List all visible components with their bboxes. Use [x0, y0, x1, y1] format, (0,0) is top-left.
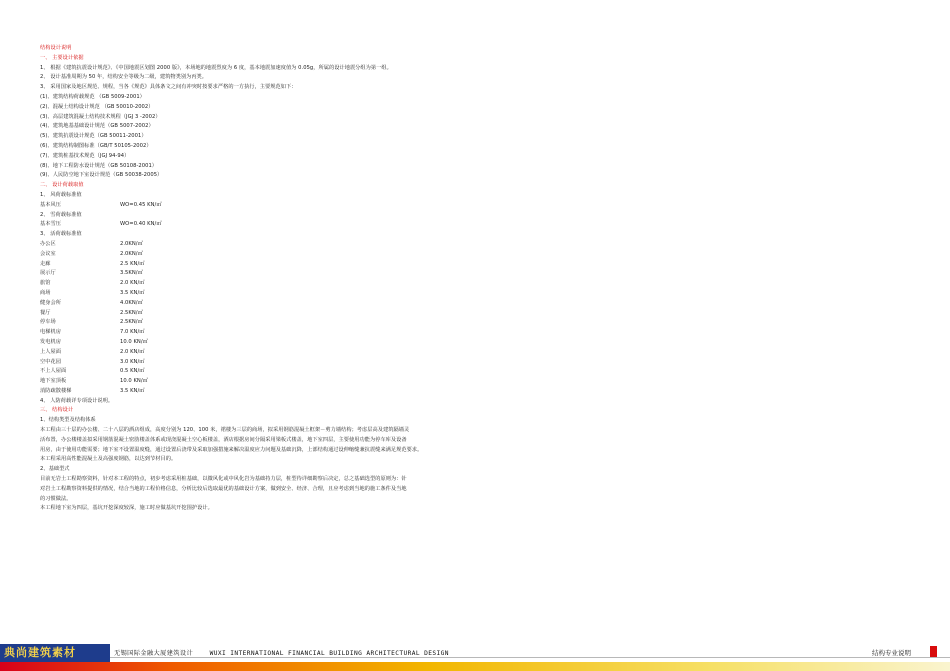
load-value: 3.5 KN/㎡ [120, 289, 145, 296]
load-label: 展示厅 [40, 270, 56, 277]
load-value: 10.0 KN/㎡ [120, 378, 148, 385]
live-load-row [40, 299, 450, 309]
live-load-row [40, 338, 450, 348]
live-load-heading: 3、 活荷载标准值 [40, 231, 82, 238]
load-value: 2.0 KN/㎡ [120, 348, 145, 355]
live-load-row [40, 269, 450, 279]
load-value: 3.0 KN/㎡ [120, 358, 145, 365]
code-item: (7)、建筑桩基技术规范（JGJ 94-94） [40, 152, 130, 159]
code-item: (3)、高层建筑混凝土结构技术规程（JGJ 3 -2002） [40, 113, 161, 120]
load-label: 消防疏散楼梯 [40, 387, 72, 394]
load-label: 商场 [40, 289, 51, 296]
live-load-row [40, 358, 450, 368]
live-load-row [40, 348, 450, 358]
title-bar [0, 644, 950, 671]
load-value: 3.5 KN/㎡ [120, 387, 145, 394]
code-item: (6)、建筑结构制图标准（GB/T 50105-2002） [40, 142, 152, 149]
live-load-row [40, 387, 450, 397]
load-value: 2.0KN/㎡ [120, 250, 143, 257]
load-value: 7.0 KN/㎡ [120, 329, 145, 336]
foundation-para-line: 对岩土工程勘察资料提供的情况，结合当地的工程价格信息，分析比较后选取最优的基础设计方案，做到安全、经济、合理，且应考虑到当地的施工条件及当地 [40, 485, 407, 492]
code-item: (5)、建筑抗震设计规范（GB 50011-2001） [40, 133, 147, 140]
snow-heading: 2、 雪荷载标准值 [40, 211, 82, 218]
civil-defense-note: 4、 人防荷载详专项设计说明。 [40, 397, 114, 404]
code-item: (2)、混凝土结构设计规范 （GB 50010-2002） [40, 103, 154, 110]
live-load-row [40, 250, 450, 260]
basement-note: 本工程地下室为四层，基坑开挖深度较深，施工时应做基坑开挖围护设计。 [40, 505, 213, 512]
wind-heading: 1、 风荷载标准值 [40, 191, 82, 198]
load-value: 10.0 KN/㎡ [120, 338, 148, 345]
load-label: 旅馆 [40, 280, 51, 287]
structure-para-line: 用房，由于使用功能需要；地下室不设置温度缝，通过设置后浇带及采取加强措施来解决温度应力问题及基础沉降，上部结构通过设伸缩缝兼抗震缝来满足规范要求。 [40, 446, 423, 453]
accent-marker [930, 646, 937, 657]
load-value: 2.5 KN/㎡ [120, 260, 145, 267]
load-label: 停车场 [40, 319, 56, 326]
live-load-row [40, 309, 450, 319]
snow-row [40, 220, 450, 230]
wind-value: WO=0.45 KN/㎡ [120, 201, 162, 208]
gradient-stripe [0, 662, 950, 671]
section-1-item: 1、 根据《建筑抗震设计规范》、《中国地震区划图 2000 版》，本场地的地震烈度为 6 度，基本地震加速度值为 0.05g，所属的设计地震分组为第一组。 [40, 64, 392, 71]
document-title: 结构设计说明 [40, 45, 72, 51]
load-value: 4.0KN/㎡ [120, 299, 143, 306]
code-item: (9)、人民防空地下室设计规范（GB 50038-2005） [40, 172, 163, 179]
load-value: 2.0KN/㎡ [120, 240, 143, 247]
code-item: (1)、建筑结构荷载规范 （GB 5009-2001） [40, 93, 145, 100]
wind-label: 基本风压 [40, 201, 61, 208]
load-label: 发电机房 [40, 338, 61, 345]
sheet-title: 结构专业说明 [872, 649, 911, 657]
snow-label: 基本雪压 [40, 221, 61, 228]
brand-logo: 典尚建筑素材 [0, 644, 110, 662]
snow-value: WO=0.40 KN/㎡ [120, 221, 162, 228]
load-label: 电梯机房 [40, 329, 61, 336]
live-load-row [40, 260, 450, 270]
section-1-heading: 一、 主要设计依据 [40, 54, 84, 61]
title-bar-rule [110, 657, 950, 658]
structure-para-line: 本工程由三十层的办公楼、二十八层的酒店组成，高度分别为 120、100 米，裙楼为三层的商场，拟采用钢筋混凝土框架－剪力墙结构；考虑层高及建筑隔墙灵 [40, 427, 410, 434]
load-label: 不上人屋面 [40, 368, 67, 375]
live-load-row [40, 328, 450, 338]
wind-row [40, 201, 450, 211]
structure-para-line: 本工程采用高性能混凝土及高强度钢筋，以达到节材目的。 [40, 456, 177, 463]
section-1-item: 3、 采用国家及地区规范、规程，当各《规范》具体条文之间有冲突时按要求严格的一方执行，主要规范如下： [40, 84, 297, 91]
live-load-row [40, 377, 450, 387]
foundation-para-line: 的习惯做法。 [40, 495, 72, 502]
load-label: 上人屋面 [40, 348, 61, 355]
load-label: 办公区 [40, 240, 56, 247]
foundation-heading: 2、基础型式 [40, 466, 70, 473]
code-item: (8)、地下工程防水设计规范（GB 50108-2001） [40, 162, 158, 169]
load-value: 0.5 KN/㎡ [120, 368, 145, 375]
project-title-en: WUXI INTERNATIONAL FINANCIAL BUILDING ARCHITECTURAL DESIGN [209, 650, 449, 657]
live-load-row [40, 289, 450, 299]
structure-type-heading: 1、结构类型及结构体系 [40, 417, 96, 424]
load-label: 空中花园 [40, 358, 61, 365]
live-load-row [40, 318, 450, 328]
live-load-row [40, 279, 450, 289]
load-value: 2.0 KN/㎡ [120, 280, 145, 287]
code-item: (4)、建筑地基基础设计规范（GB 5007-2002） [40, 123, 154, 130]
section-2-heading: 二、 设计荷载取值 [40, 182, 84, 189]
load-value: 3.5KN/㎡ [120, 270, 143, 277]
live-load-row [40, 367, 450, 377]
project-title-cn: 无锡国际金融大厦建筑设计 [114, 650, 194, 657]
load-label: 地下室顶板 [40, 378, 67, 385]
load-label: 会议室 [40, 250, 56, 257]
load-value: 2.5KN/㎡ [120, 309, 143, 316]
project-title [114, 648, 449, 657]
section-3-heading: 三、 结构设计 [40, 407, 74, 414]
structure-para-line: 活布置，办公楼楼盖拟采用钢筋混凝土密肋楼盖体系或现浇混凝土空心板楼盖，酒店根据房间分隔采用梁板式楼盖，地下室四层，主要使用功能为停车库及设备 [40, 436, 407, 443]
load-label: 健身会所 [40, 299, 61, 306]
section-1-item: 2、 设计基准周期为 50 年，结构安全等级为二级，建筑物类别为丙类。 [40, 74, 208, 81]
structure-design-notes [40, 44, 450, 514]
load-label: 走廊 [40, 260, 51, 267]
foundation-para-line: 目前无岩土工程勘察资料，针对本工程的特点，初步考虑采用桩基础，以微风化或中风化岩为基础持力层，桩型待详细勘察后决定，总之基础选型的原则为：针 [40, 476, 407, 483]
live-load-row [40, 240, 450, 250]
load-label: 餐厅 [40, 309, 51, 316]
load-value: 2.5KN/㎡ [120, 319, 143, 326]
